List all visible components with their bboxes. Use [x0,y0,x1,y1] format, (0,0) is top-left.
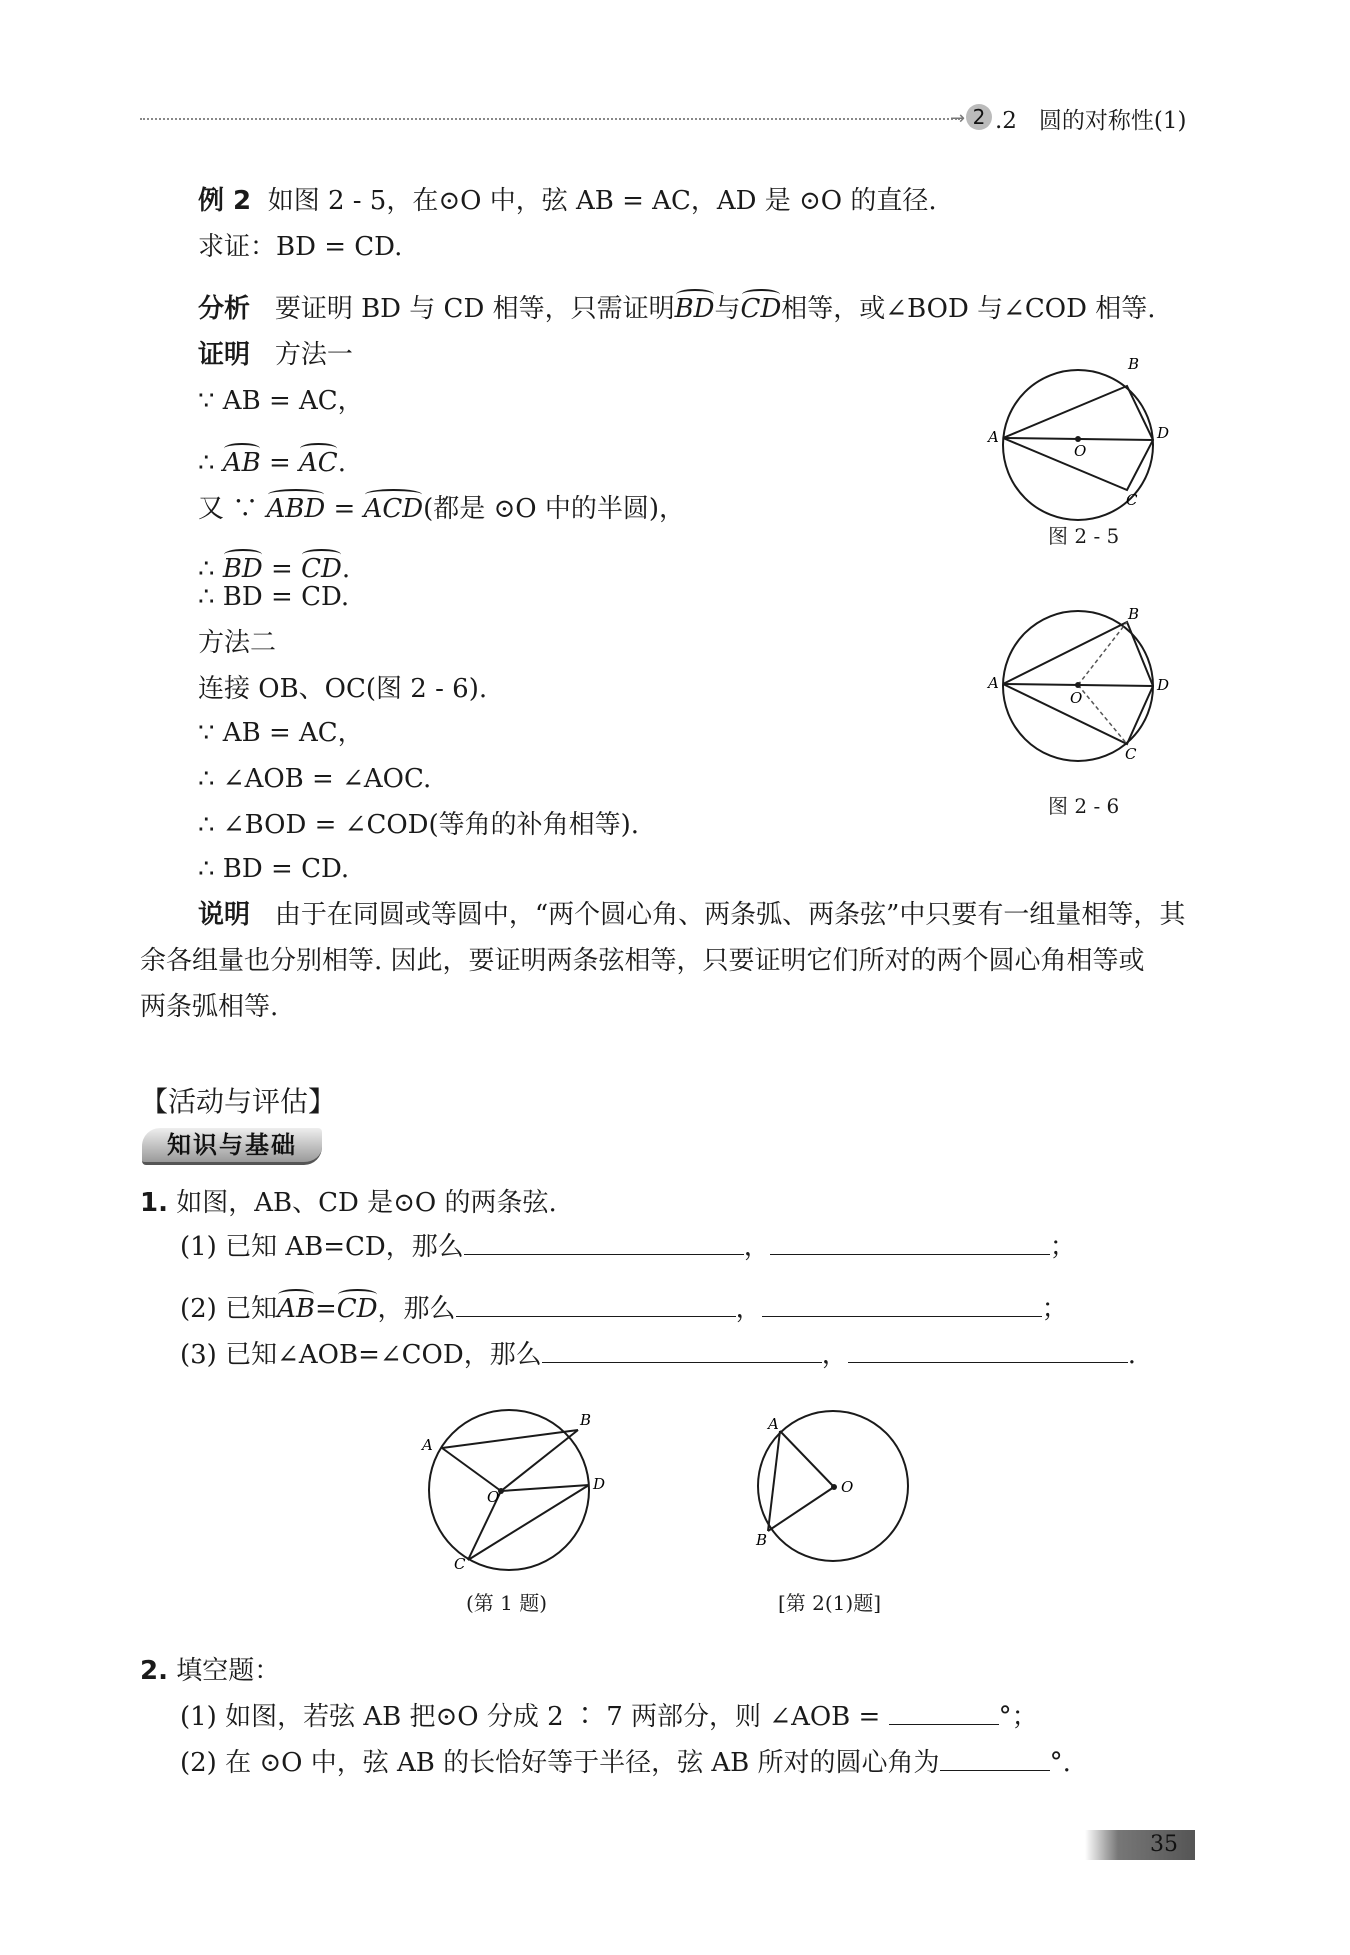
q2-part-1: (1) 如图，若弦 AB 把⊙O 分成 2 ∶ 7 两部分，则 ∠AOB = °； [180,1702,1038,1732]
proof-heading: 证明 方法一 [198,340,353,370]
q2-center [831,1484,837,1490]
fig25-label-C: C [1126,491,1138,509]
fig26-center [1075,682,1081,688]
m1-line-3: 又 ∵ ABD = ACD(都是 ⊙O 中的半圆)， [198,494,686,524]
fig26-label-B: B [1128,605,1140,623]
fig26-oc-dashed [1078,685,1127,744]
q1-part-1: (1) 已知 AB=CD，那么 ， ； [180,1232,1076,1262]
q2-label-B: B [756,1531,768,1549]
q1-p1-blank-1[interactable] [464,1230,744,1255]
q1-p2-blank-2[interactable] [762,1292,1042,1317]
fig26-label-D: D [1157,676,1170,694]
fig25-label-D: D [1157,424,1170,442]
figure-2-6 [985,602,1185,772]
q1-p3-blank-2[interactable] [848,1338,1128,1363]
q1-label-A: A [422,1436,433,1454]
fig26-label-O: O [1070,689,1083,707]
m2-line-3: ∴ ∠AOB = ∠AOC. [198,764,432,794]
q2-label-A: A [768,1415,779,1433]
q2-oa [780,1431,834,1487]
q1-label-D: D [593,1475,606,1493]
fig26-label-A: A [988,674,999,692]
method2-heading: 方法二 [198,628,277,658]
q2-part-2: (2) 在 ⊙O 中，弦 AB 的长恰好等于半径，弦 AB 所对的圆心角为 °. [180,1748,1071,1778]
knowledge-badge: 知识与基础 [142,1128,322,1165]
q1-od [501,1485,589,1491]
figure-q2-1 [748,1402,928,1577]
fig26-caption: 图 2 - 6 [1048,794,1120,818]
note-line-2: 余各组量也分别相等. 因此，要证明两条弦相等，只要证明它们所对的两个圆心角相等或 [140,946,1145,976]
q1-label-C: C [454,1555,466,1573]
m1-line-5: ∴ BD = CD. [198,582,350,612]
section-title: 【活动与评估】 [140,1085,337,1118]
m1-line-1: ∵ AB = AC， [198,386,364,416]
example-stem: 例 2 如图 2 - 5，在⊙O 中，弦 AB = AC，AD 是 ⊙O 的直径. [198,186,937,216]
page-number-bar [1085,1830,1195,1860]
q1-part-2: (2) 已知AB=CD，那么 ， ； [180,1294,1068,1324]
m2-line-5: ∴ BD = CD. [198,854,350,884]
fig26-ob-dashed [1078,622,1127,685]
q1-oa [442,1448,501,1491]
m2-line-1: 连接 OB、OC(图 2 - 6). [198,674,488,704]
q1-label-B: B [580,1411,592,1429]
q1-figure-caption: (第 1 题) [466,1591,548,1615]
q1-stem: 1. 如图，AB、CD 是⊙O 的两条弦. [140,1188,557,1218]
m2-line-2: ∵ AB = AC， [198,718,364,748]
note-line-1: 说明 由于在同圆或等圆中，“两个圆心角、两条弧、两条弦”中只要有一组量相等，其 [198,900,1186,930]
q1-label-O: O [487,1488,500,1506]
m1-line-4: ∴ BD = CD. [198,554,351,584]
fig26-label-C: C [1125,745,1137,763]
example-prove: 求证：BD = CD. [198,232,403,262]
q2-p1-blank[interactable] [889,1700,999,1725]
q2-label-O: O [841,1478,854,1496]
figure-q1 [410,1395,620,1595]
q2-p2-blank[interactable] [940,1746,1050,1771]
analysis-line: 分析 要证明 BD 与 CD 相等，只需证明BD与CD相等，或∠BOD 与∠COD 相等. [198,294,1156,324]
fig25-caption: 图 2 - 5 [1048,524,1120,548]
page-number: 35 [1150,1832,1178,1857]
q1-p3-blank-1[interactable] [542,1338,822,1363]
fig25-label-B: B [1128,355,1140,373]
q2-figure-caption: [第 2(1)题] [778,1591,882,1615]
q1-part-3: (3) 已知∠AOB=∠COD，那么 ， . [180,1340,1136,1370]
fig25-label-O: O [1074,442,1087,460]
q1-p2-blank-1[interactable] [456,1292,736,1317]
header-title: .2 圆的对称性(1) [995,108,1187,134]
header-rule [140,118,960,120]
m1-line-2: ∴ AB = AC. [198,448,346,478]
q2-ob [768,1487,834,1531]
note-line-3: 两条弧相等. [140,992,279,1022]
chapter-number-badge: 2 [966,104,992,130]
q2-stem: 2. 填空题： [140,1656,281,1686]
header-arrow-icon: → [950,108,966,129]
m2-line-4: ∴ ∠BOD = ∠COD(等角的补角相等). [198,810,640,840]
fig25-label-A: A [988,428,999,446]
q1-p1-blank-2[interactable] [770,1230,1050,1255]
